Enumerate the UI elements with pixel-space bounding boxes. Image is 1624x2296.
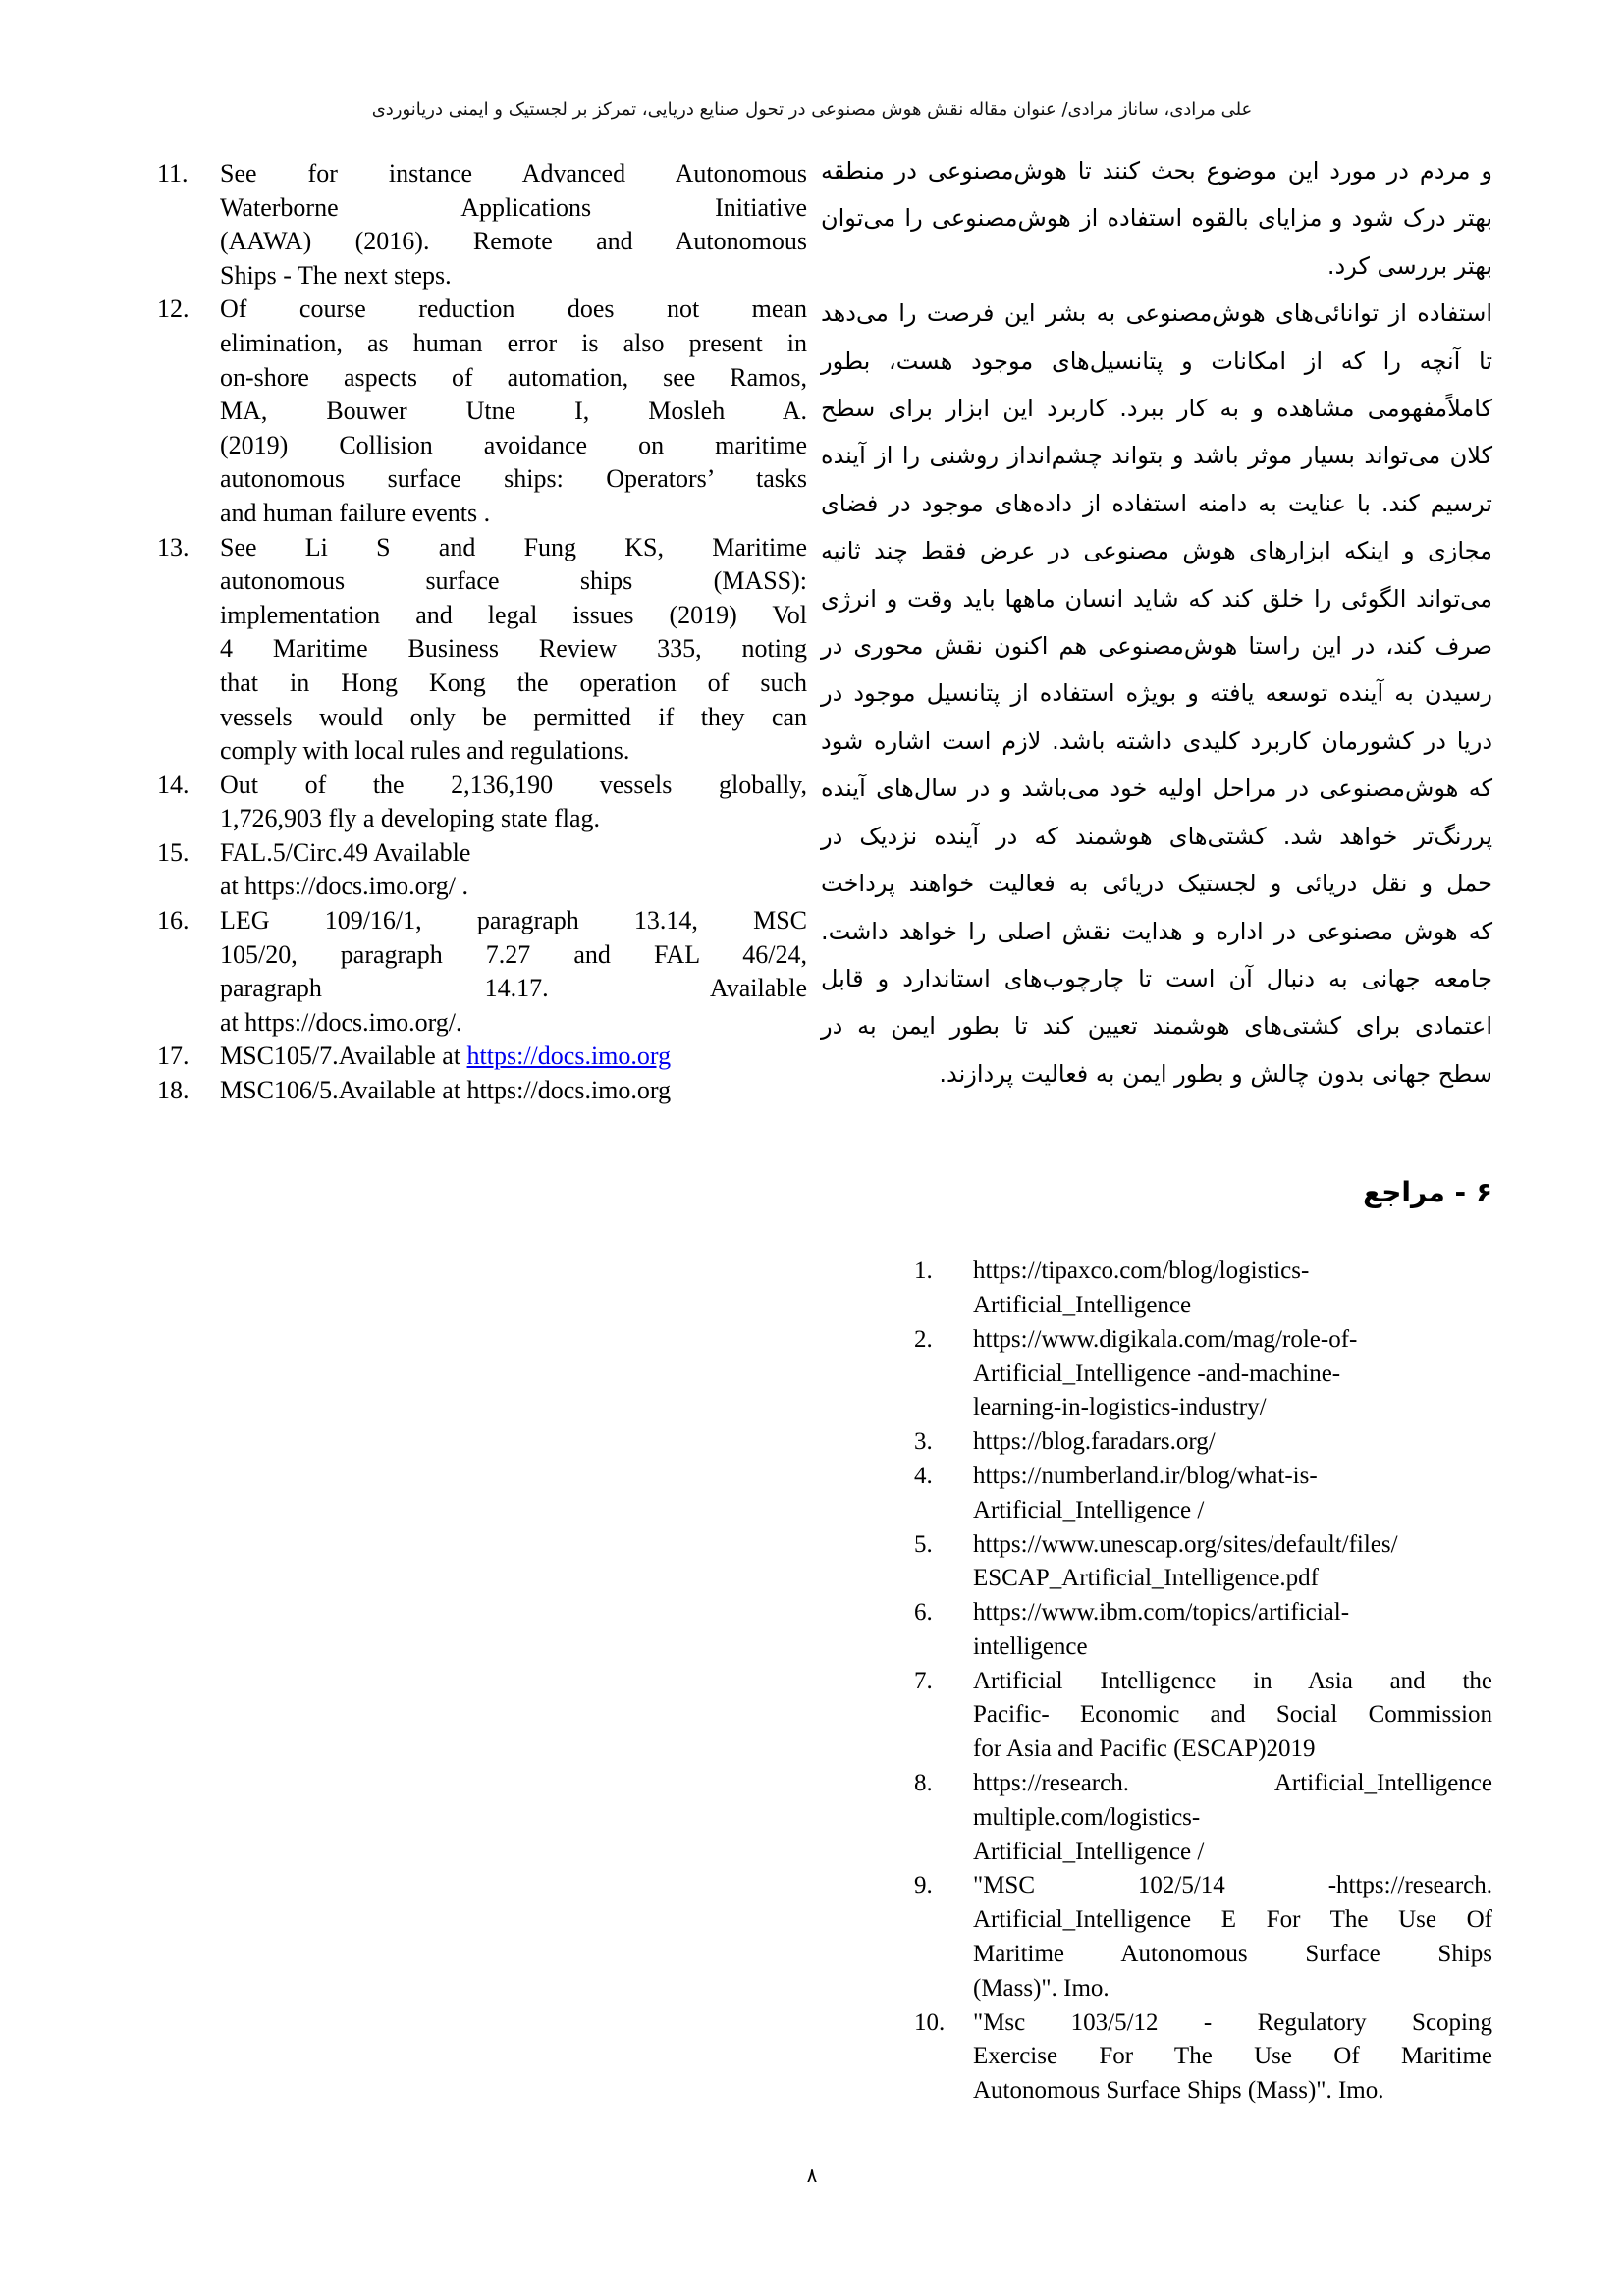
main-column xyxy=(821,147,1492,2109)
text-line: Exercise For The Use Of Maritime xyxy=(973,2043,1492,2070)
reference-text xyxy=(973,2006,1492,2109)
text-line: "MSC 102/5/14 -https://research. xyxy=(973,1872,1492,1899)
text-line: استفاده از توانائی‌های هوش‌مصنوعی به بشر این فرصت را می‌دهد xyxy=(821,299,1492,328)
text-line: اعتمادی برای کشتی‌های هوشمند تعیین کند تا بطور ایمن به در xyxy=(821,1012,1492,1041)
text-line: دریا در کشورمان کاربرد کلیدی داشته باشد. لازم است اشاره شود xyxy=(821,726,1492,755)
endnote-number: 16. xyxy=(157,906,189,935)
references-heading: ۶ - مراجع xyxy=(1363,1176,1492,1209)
reference xyxy=(821,1528,1492,1597)
text-line: Artificial Intelligence in Asia and the xyxy=(973,1667,1492,1694)
text-line: تا آنچه را که از امکانات و پتانسیل‌های موجود هست، بطور xyxy=(821,347,1492,375)
endnote-number: 17. xyxy=(157,1041,189,1071)
text-line: (AAWA) (2016). Remote and Autonomous xyxy=(220,227,807,256)
text-line: می‌تواند الگوئی را خلق کند که شاید انسان ماهها باید وقت و انرژی xyxy=(821,584,1492,613)
endnote-number: 11. xyxy=(157,159,189,187)
reference xyxy=(821,1255,1492,1323)
reference-number: 9. xyxy=(914,1872,933,1899)
endnote xyxy=(137,904,807,1040)
endnote xyxy=(137,1074,807,1108)
text-line: مجازی و اینکه ابزارهای هوش مصنوعی در عرض فقط چند ثانیه xyxy=(821,537,1492,565)
reference-number: 2. xyxy=(914,1325,933,1353)
reference xyxy=(821,1425,1492,1460)
reference-number: 7. xyxy=(914,1667,933,1694)
reference-number: 6. xyxy=(914,1599,933,1627)
text-line: https://research. Artificial_Intelligence xyxy=(973,1770,1492,1797)
text-line: vessels would only be permitted if they can xyxy=(220,702,807,731)
reference-number: 3. xyxy=(914,1428,933,1456)
endnote-text xyxy=(220,1040,807,1074)
text-line: پررنگ‌تر خواهد شد. کشتی‌های هوشمند که در آینده نزدیک در xyxy=(821,822,1492,850)
endnote-text xyxy=(220,769,807,836)
reference xyxy=(821,2006,1492,2109)
endnote xyxy=(137,531,807,769)
text-line: at https://docs.imo.org/. xyxy=(220,1007,462,1037)
text-line: that in Hong Kong the operation of such xyxy=(220,667,807,697)
reference-text xyxy=(973,1596,1492,1665)
text-line: comply with local rules and regulations. xyxy=(220,736,630,766)
reference-text xyxy=(973,1869,1492,2005)
text-line: FAL.5/Circ.49 Available xyxy=(220,837,471,867)
reference-number: 5. xyxy=(914,1530,933,1558)
reference xyxy=(821,1869,1492,2005)
text-line: See Li S and Fung KS, Maritime xyxy=(220,532,807,561)
text-line: for Asia and Pacific (ESCAP)2019 xyxy=(973,1735,1316,1763)
text-line: See for instance Advanced Autonomous xyxy=(220,159,807,187)
text-line: حمل و نقل دریائی و لجستیک دریائی به فعالیت خواهند پرداخت xyxy=(821,870,1492,898)
text-line: MA, Bouwer Utne I, Mosleh A. xyxy=(220,397,807,426)
reference xyxy=(821,1596,1492,1665)
text-line: بهتر بررسی کرد. xyxy=(1326,251,1492,280)
text-line: learning-in-logistics-industry/ xyxy=(973,1394,1267,1421)
endnote xyxy=(137,157,807,293)
reference-text xyxy=(973,1665,1492,1767)
text-line: Artificial_Intelligence E For The Use Of xyxy=(973,1906,1492,1934)
endnote-text xyxy=(220,904,807,1040)
text-line: سطح جهانی بدون چالش و بطور ایمن به فعالیت پردازند. xyxy=(939,1059,1492,1088)
text-line: on-shore aspects of automation, see Ramos, xyxy=(220,362,807,392)
endnote xyxy=(137,769,807,836)
reference xyxy=(821,1460,1492,1528)
text-line: "Msc 103/5/12 - Regulatory Scoping xyxy=(973,2008,1492,2036)
text-line: که هوش مصنوعی در اداره و هدایت نقش اصلی را خواهد داشت. xyxy=(821,917,1492,945)
text-line: Out of the 2,136,190 vessels globally, xyxy=(220,770,807,799)
text-line: https://www.ibm.com/topics/artificial- xyxy=(973,1599,1350,1627)
text-line: https://blog.faradars.org/ xyxy=(973,1428,1216,1456)
endnote-number: 12. xyxy=(157,294,189,324)
reference xyxy=(821,1323,1492,1425)
running-header: علی مرادی، ساناز مرادی/ عنوان مقاله نقش هوش مصنوعی در تحول صنایع دریایی، تمرکز بر لجستیک و ایمنی دریانوردی xyxy=(371,99,1253,120)
link-prefix-text: MSC105/7.Available at xyxy=(220,1041,467,1071)
text-line: implementation and legal issues (2019) Vol xyxy=(220,600,807,629)
endnote-text xyxy=(220,836,807,904)
text-line xyxy=(220,1040,807,1074)
reference-text xyxy=(973,1425,1492,1460)
text-line: https://tipaxco.com/blog/logistics- xyxy=(973,1257,1310,1285)
text-line: بهتر درک شود و مزایای بالقوه استفاده از هوش‌مصنوعی را می‌توان xyxy=(821,204,1492,233)
endnote xyxy=(137,1040,807,1074)
text-line: کلان می‌تواند بسیار موثر باشد و بتواند چشم‌انداز روشنی را از آینده xyxy=(821,442,1492,470)
text-line: رسیدن به آینده توسعه یافته و بویژه استفاده از پتانسیل موجود در xyxy=(821,679,1492,708)
endnote-text xyxy=(220,1074,807,1108)
text-line: and human failure events . xyxy=(220,498,491,527)
text-line: Pacific- Economic and Social Commission xyxy=(973,1701,1492,1729)
text-line: (2019) Collision avoidance on maritime xyxy=(220,430,807,459)
text-line: ترسیم کند. با عنایت به دامنه استفاده از داده‌های موجود در فضای xyxy=(821,489,1492,517)
text-line: Artificial_Intelligence / xyxy=(973,1496,1205,1523)
text-line: https://www.digikala.com/mag/role-of- xyxy=(973,1325,1358,1353)
text-line: autonomous surface ships: Operators’ tasks xyxy=(220,464,807,494)
text-line: elimination, as human error is also present in xyxy=(220,328,807,357)
text-line: https://numberland.ir/blog/what-is- xyxy=(973,1462,1318,1489)
endnote-text xyxy=(220,293,807,530)
text-line: که هوش‌مصنوعی در مراحل اولیه خود می‌باشد و در سال‌های آینده xyxy=(821,774,1492,803)
text-line: Waterborne Applications Initiative xyxy=(220,192,807,222)
imo-docs-link[interactable]: https://docs.imo.org xyxy=(466,1041,672,1071)
text-line: کاملاًمفهومی مشاهده و به کار ببرد. کاربرد این ابزار برای سطح xyxy=(821,395,1492,423)
text-line: 1,726,903 fly a developing state flag. xyxy=(220,804,601,833)
reference-text xyxy=(973,1528,1492,1597)
text-line: صرف کند، در این راستا هوش‌مصنوعی هم اکنون نقش محوری در xyxy=(821,632,1492,661)
page-number: ۸ xyxy=(806,2163,818,2187)
body-text xyxy=(821,147,1492,1097)
text-line: Autonomous Surface Ships (Mass)". Imo. xyxy=(973,2077,1384,2105)
text-line: و مردم در مورد این موضوع بحث کنند تا هوش‌مصنوعی در منطقه xyxy=(821,157,1492,185)
endnote xyxy=(137,836,807,904)
references-list xyxy=(821,1255,1492,2109)
text-line: multiple.com/logistics- xyxy=(973,1803,1201,1831)
text-line: Of course reduction does not mean xyxy=(220,294,807,324)
text-line: (Mass)". Imo. xyxy=(973,1974,1110,2002)
endnote xyxy=(137,293,807,530)
text-line: Ships - The next steps. xyxy=(220,260,452,290)
reference xyxy=(821,1767,1492,1869)
endnote-text xyxy=(220,157,807,293)
text-line: 105/20, paragraph 7.27 and FAL 46/24, xyxy=(220,939,807,969)
text-line: autonomous surface ships (MASS): xyxy=(220,566,807,596)
reference-number: 4. xyxy=(914,1462,933,1489)
reference-number: 8. xyxy=(914,1770,933,1797)
endnote-number: 14. xyxy=(157,770,189,799)
reference-text xyxy=(973,1460,1492,1528)
endnotes-column xyxy=(137,157,807,1108)
text-line: MSC106/5.Available at https://docs.imo.org xyxy=(220,1076,672,1105)
reference-number: 10. xyxy=(914,2008,946,2036)
reference-text xyxy=(973,1255,1492,1323)
reference xyxy=(821,1665,1492,1767)
endnote-number: 15. xyxy=(157,837,189,867)
text-line: Artificial_Intelligence / xyxy=(973,1838,1205,1865)
text-line: جامعه جهانی به دنبال آن است تا چارچوب‌های استاندارد و قابل xyxy=(821,964,1492,992)
reference-text xyxy=(973,1767,1492,1869)
text-line: Artificial_Intelligence -and-machine- xyxy=(973,1360,1341,1387)
endnote-number: 13. xyxy=(157,532,189,561)
text-line: intelligence xyxy=(973,1632,1088,1660)
endnote-number: 18. xyxy=(157,1076,189,1105)
reference-text xyxy=(973,1323,1492,1425)
text-line: Maritime Autonomous Surface Ships xyxy=(973,1941,1492,1968)
text-line: paragraph 14.17. Available xyxy=(220,974,807,1003)
text-line: ESCAP_Artificial_Intelligence.pdf xyxy=(973,1565,1320,1592)
reference-number: 1. xyxy=(914,1257,933,1285)
text-line: https://www.unescap.org/sites/default/files/ xyxy=(973,1530,1398,1558)
text-line: LEG 109/16/1, paragraph 13.14, MSC xyxy=(220,906,807,935)
text-line: at https://docs.imo.org/ . xyxy=(220,872,469,901)
text-line: Artificial_Intelligence xyxy=(973,1291,1192,1318)
text-line: 4 Maritime Business Review 335, noting xyxy=(220,634,807,664)
endnote-text xyxy=(220,531,807,769)
